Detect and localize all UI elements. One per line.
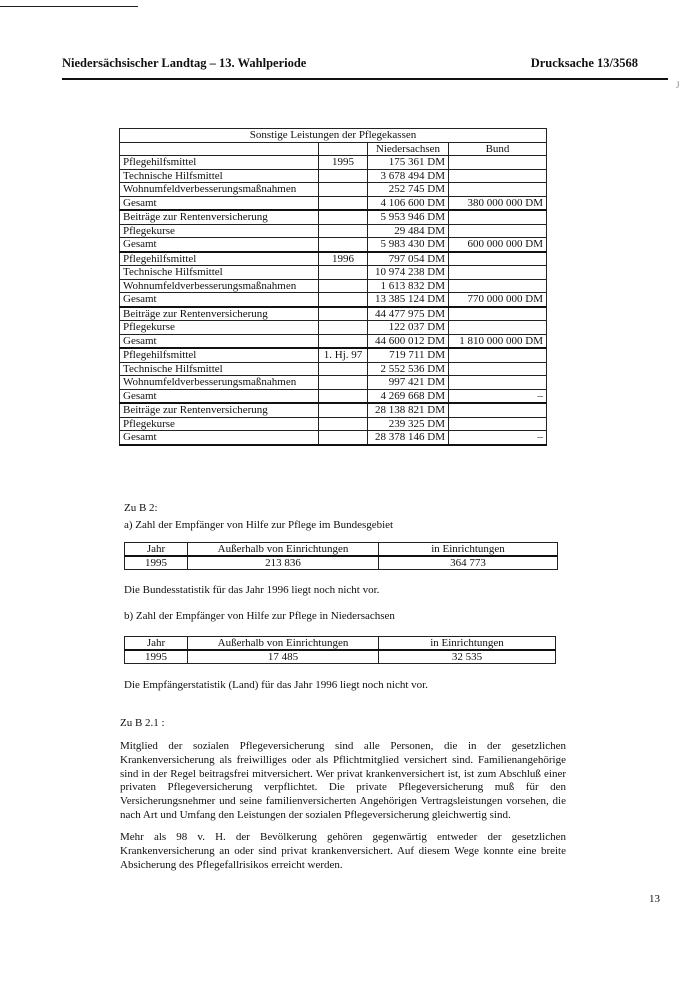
cell-label: Gesamt <box>120 238 319 252</box>
page-number: 13 <box>649 893 660 905</box>
cell-niedersachsen: 44 477 975 DM <box>368 307 449 321</box>
cell-year <box>319 362 368 376</box>
cell-label: Gesamt <box>120 334 319 348</box>
cell-bund <box>449 362 547 376</box>
cell-bund <box>449 266 547 280</box>
cell-niedersachsen: 797 054 DM <box>368 252 449 266</box>
cell-ausserhalb: 213 836 <box>188 556 379 570</box>
cell-label: Wohnumfeldverbesserungsmaßnahmen <box>120 279 319 293</box>
table-row <box>120 156 547 170</box>
cell-year <box>319 238 368 252</box>
cell-niedersachsen: 10 974 238 DM <box>368 266 449 280</box>
cell-bund <box>449 224 547 238</box>
zu-b2-b-note: Die Empfängerstatistik (Land) für das Jahr 1996 liegt noch nicht vor. <box>124 679 428 691</box>
cell-label: Wohnumfeldverbesserungsmaßnahmen <box>120 183 319 197</box>
zu-b21-heading: Zu B 2.1 : <box>120 717 165 729</box>
cell-label: Pflegehilfsmittel <box>120 252 319 266</box>
cell-bund: – <box>449 431 547 445</box>
cell-bund <box>449 417 547 431</box>
table-header-row <box>125 637 556 651</box>
table-row <box>120 279 547 293</box>
cell-niedersachsen: 29 484 DM <box>368 224 449 238</box>
cell-label: Pflegehilfsmittel <box>120 348 319 362</box>
cell-year <box>319 389 368 403</box>
cell-ausserhalb: 17 485 <box>188 650 379 664</box>
zu-b2-heading: Zu B 2: <box>124 502 158 514</box>
cell-jahr: 1995 <box>125 556 188 570</box>
cell-year <box>319 403 368 417</box>
zu-b21-paragraph-1: Mitglied der sozialen Pflegeversicherung sind alle Personen, die in der gesetzlichen Krankenversicherung als freiwilliges oder als Pflichtmitglied versichert sind. Familienangehörige sind in der Regel beitragsfrei mitversichert. Wer privat krankenversichert ist, ist zum Abschluß einer privaten Pflegeversicherung verpflichtet. Die private Pflegeversicherung muß für den Versicherungsnehmer und seine familienversicherten Angehörigen Vertragsleistungen vorsehen, die nach Art und Umfang den Leistungen der sozialen Pflegeversicherung gleichwertig sind. <box>120 740 566 821</box>
table-row <box>120 403 547 417</box>
cell-niedersachsen: 28 378 146 DM <box>368 431 449 445</box>
cell-niedersachsen: 252 745 DM <box>368 183 449 197</box>
cell-niedersachsen: 28 138 821 DM <box>368 403 449 417</box>
cell-label: Pflegehilfsmittel <box>120 156 319 170</box>
table-row <box>120 321 547 335</box>
cell-year <box>319 279 368 293</box>
cell-niedersachsen: 239 325 DM <box>368 417 449 431</box>
cell-year <box>319 183 368 197</box>
cell-label: Technische Hilfsmittel <box>120 169 319 183</box>
cell-niedersachsen: 5 953 946 DM <box>368 210 449 224</box>
table-header-row <box>120 142 547 156</box>
cell-label: Gesamt <box>120 196 319 210</box>
cell-bund <box>449 183 547 197</box>
cell-label: Technische Hilfsmittel <box>120 362 319 376</box>
cell-year <box>319 321 368 335</box>
cell-label: Beiträge zur Rentenversicherung <box>120 307 319 321</box>
cell-niedersachsen: 3 678 494 DM <box>368 169 449 183</box>
table-row <box>120 238 547 252</box>
cell-bund <box>449 169 547 183</box>
cell-jahr: 1995 <box>125 650 188 664</box>
header-niedersachsen: Niedersachsen <box>368 142 449 156</box>
header-empty <box>319 142 368 156</box>
table-row <box>120 348 547 362</box>
cell-label: Pflegekurse <box>120 321 319 335</box>
cell-bund: 380 000 000 DM <box>449 196 547 210</box>
cell-label: Wohnumfeldverbesserungsmaßnahmen <box>120 376 319 390</box>
cell-year <box>319 169 368 183</box>
table-row <box>120 293 547 307</box>
cell-bund: 1 810 000 000 DM <box>449 334 547 348</box>
cell-year <box>319 293 368 307</box>
cell-bund <box>449 279 547 293</box>
cell-label: Pflegekurse <box>120 224 319 238</box>
cell-label: Beiträge zur Rentenversicherung <box>120 210 319 224</box>
table-row <box>125 556 558 570</box>
col-ausserhalb: Außerhalb von Einrichtungen <box>188 543 379 557</box>
table-row <box>120 224 547 238</box>
table-row <box>120 431 547 445</box>
cell-year <box>319 224 368 238</box>
col-in-einrichtungen: in Einrichtungen <box>379 637 556 651</box>
table-title: Sonstige Leistungen der Pflegekassen <box>120 129 547 143</box>
cell-year: 1. Hj. 97 <box>319 348 368 362</box>
pflegekassen-table <box>119 128 547 446</box>
table-row <box>120 169 547 183</box>
cell-year <box>319 417 368 431</box>
table-row <box>120 210 547 224</box>
cell-bund: 600 000 000 DM <box>449 238 547 252</box>
zu-b2-a-note: Die Bundesstatistik für das Jahr 1996 liegt noch nicht vor. <box>124 584 380 596</box>
table-row <box>120 389 547 403</box>
cell-year: 1995 <box>319 156 368 170</box>
cell-year: 1996 <box>319 252 368 266</box>
cell-label: Gesamt <box>120 431 319 445</box>
cell-year <box>319 334 368 348</box>
cell-bund <box>449 403 547 417</box>
cell-niedersachsen: 5 983 430 DM <box>368 238 449 252</box>
cell-label: Pflegekurse <box>120 417 319 431</box>
empfaenger-nds-table <box>124 636 556 664</box>
table-row <box>125 650 556 664</box>
cell-year <box>319 376 368 390</box>
cell-niedersachsen: 997 421 DM <box>368 376 449 390</box>
cell-bund: – <box>449 389 547 403</box>
cell-niedersachsen: 44 600 012 DM <box>368 334 449 348</box>
cell-bund <box>449 348 547 362</box>
table-row <box>120 196 547 210</box>
cell-year <box>319 266 368 280</box>
cell-niedersachsen: 122 037 DM <box>368 321 449 335</box>
cell-niedersachsen: 4 106 600 DM <box>368 196 449 210</box>
cell-in-einrichtungen: 364 773 <box>379 556 558 570</box>
table-row <box>120 252 547 266</box>
table-row <box>120 417 547 431</box>
cell-label: Technische Hilfsmittel <box>120 266 319 280</box>
table-row <box>120 376 547 390</box>
cell-bund <box>449 307 547 321</box>
cell-bund <box>449 376 547 390</box>
cell-year <box>319 431 368 445</box>
table-header-row <box>125 543 558 557</box>
table-row <box>120 183 547 197</box>
table-row <box>120 334 547 348</box>
header-bund: Bund <box>449 142 547 156</box>
cell-label: Gesamt <box>120 389 319 403</box>
col-ausserhalb: Außerhalb von Einrichtungen <box>188 637 379 651</box>
table-row <box>120 362 547 376</box>
cell-year <box>319 307 368 321</box>
cell-niedersachsen: 2 552 536 DM <box>368 362 449 376</box>
col-jahr: Jahr <box>125 543 188 557</box>
zu-b2-b-title: b) Zahl der Empfänger von Hilfe zur Pflege in Niedersachsen <box>124 610 395 622</box>
cell-year <box>319 196 368 210</box>
col-jahr: Jahr <box>125 637 188 651</box>
cell-label: Gesamt <box>120 293 319 307</box>
empfaenger-bund-table <box>124 542 558 570</box>
cell-niedersachsen: 175 361 DM <box>368 156 449 170</box>
cell-niedersachsen: 1 613 832 DM <box>368 279 449 293</box>
cell-bund <box>449 210 547 224</box>
cell-bund <box>449 156 547 170</box>
cell-in-einrichtungen: 32 535 <box>379 650 556 664</box>
table-row <box>120 307 547 321</box>
cell-bund <box>449 321 547 335</box>
header-drucksache: Drucksache 13/3568 <box>530 56 638 70</box>
header-empty <box>120 142 319 156</box>
cell-niedersachsen: 13 385 124 DM <box>368 293 449 307</box>
cell-label: Beiträge zur Rentenversicherung <box>120 403 319 417</box>
zu-b21-paragraph-2: Mehr als 98 v. H. der Bevölkerung gehören gegenwärtig entweder der gesetzlichen Krankenversicherung an oder sind privat krankenversichert. Auf diesem Wege konnte eine breite Absicherung des Pflegefallrisikos erreicht werden. <box>120 831 566 871</box>
table-title-row <box>120 129 547 143</box>
cell-niedersachsen: 719 711 DM <box>368 348 449 362</box>
header-title: Niedersächsischer Landtag – 13. Wahlperiode <box>62 56 307 70</box>
cell-bund <box>449 252 547 266</box>
header-rule <box>62 78 668 80</box>
stray-mark: J <box>676 80 680 90</box>
cell-year <box>319 210 368 224</box>
cell-niedersachsen: 4 269 668 DM <box>368 389 449 403</box>
cell-bund: 770 000 000 DM <box>449 293 547 307</box>
col-in-einrichtungen: in Einrichtungen <box>379 543 558 557</box>
table-row <box>120 266 547 280</box>
zu-b2-a-title: a) Zahl der Empfänger von Hilfe zur Pflege im Bundesgebiet <box>124 519 394 531</box>
top-rule <box>0 6 138 7</box>
